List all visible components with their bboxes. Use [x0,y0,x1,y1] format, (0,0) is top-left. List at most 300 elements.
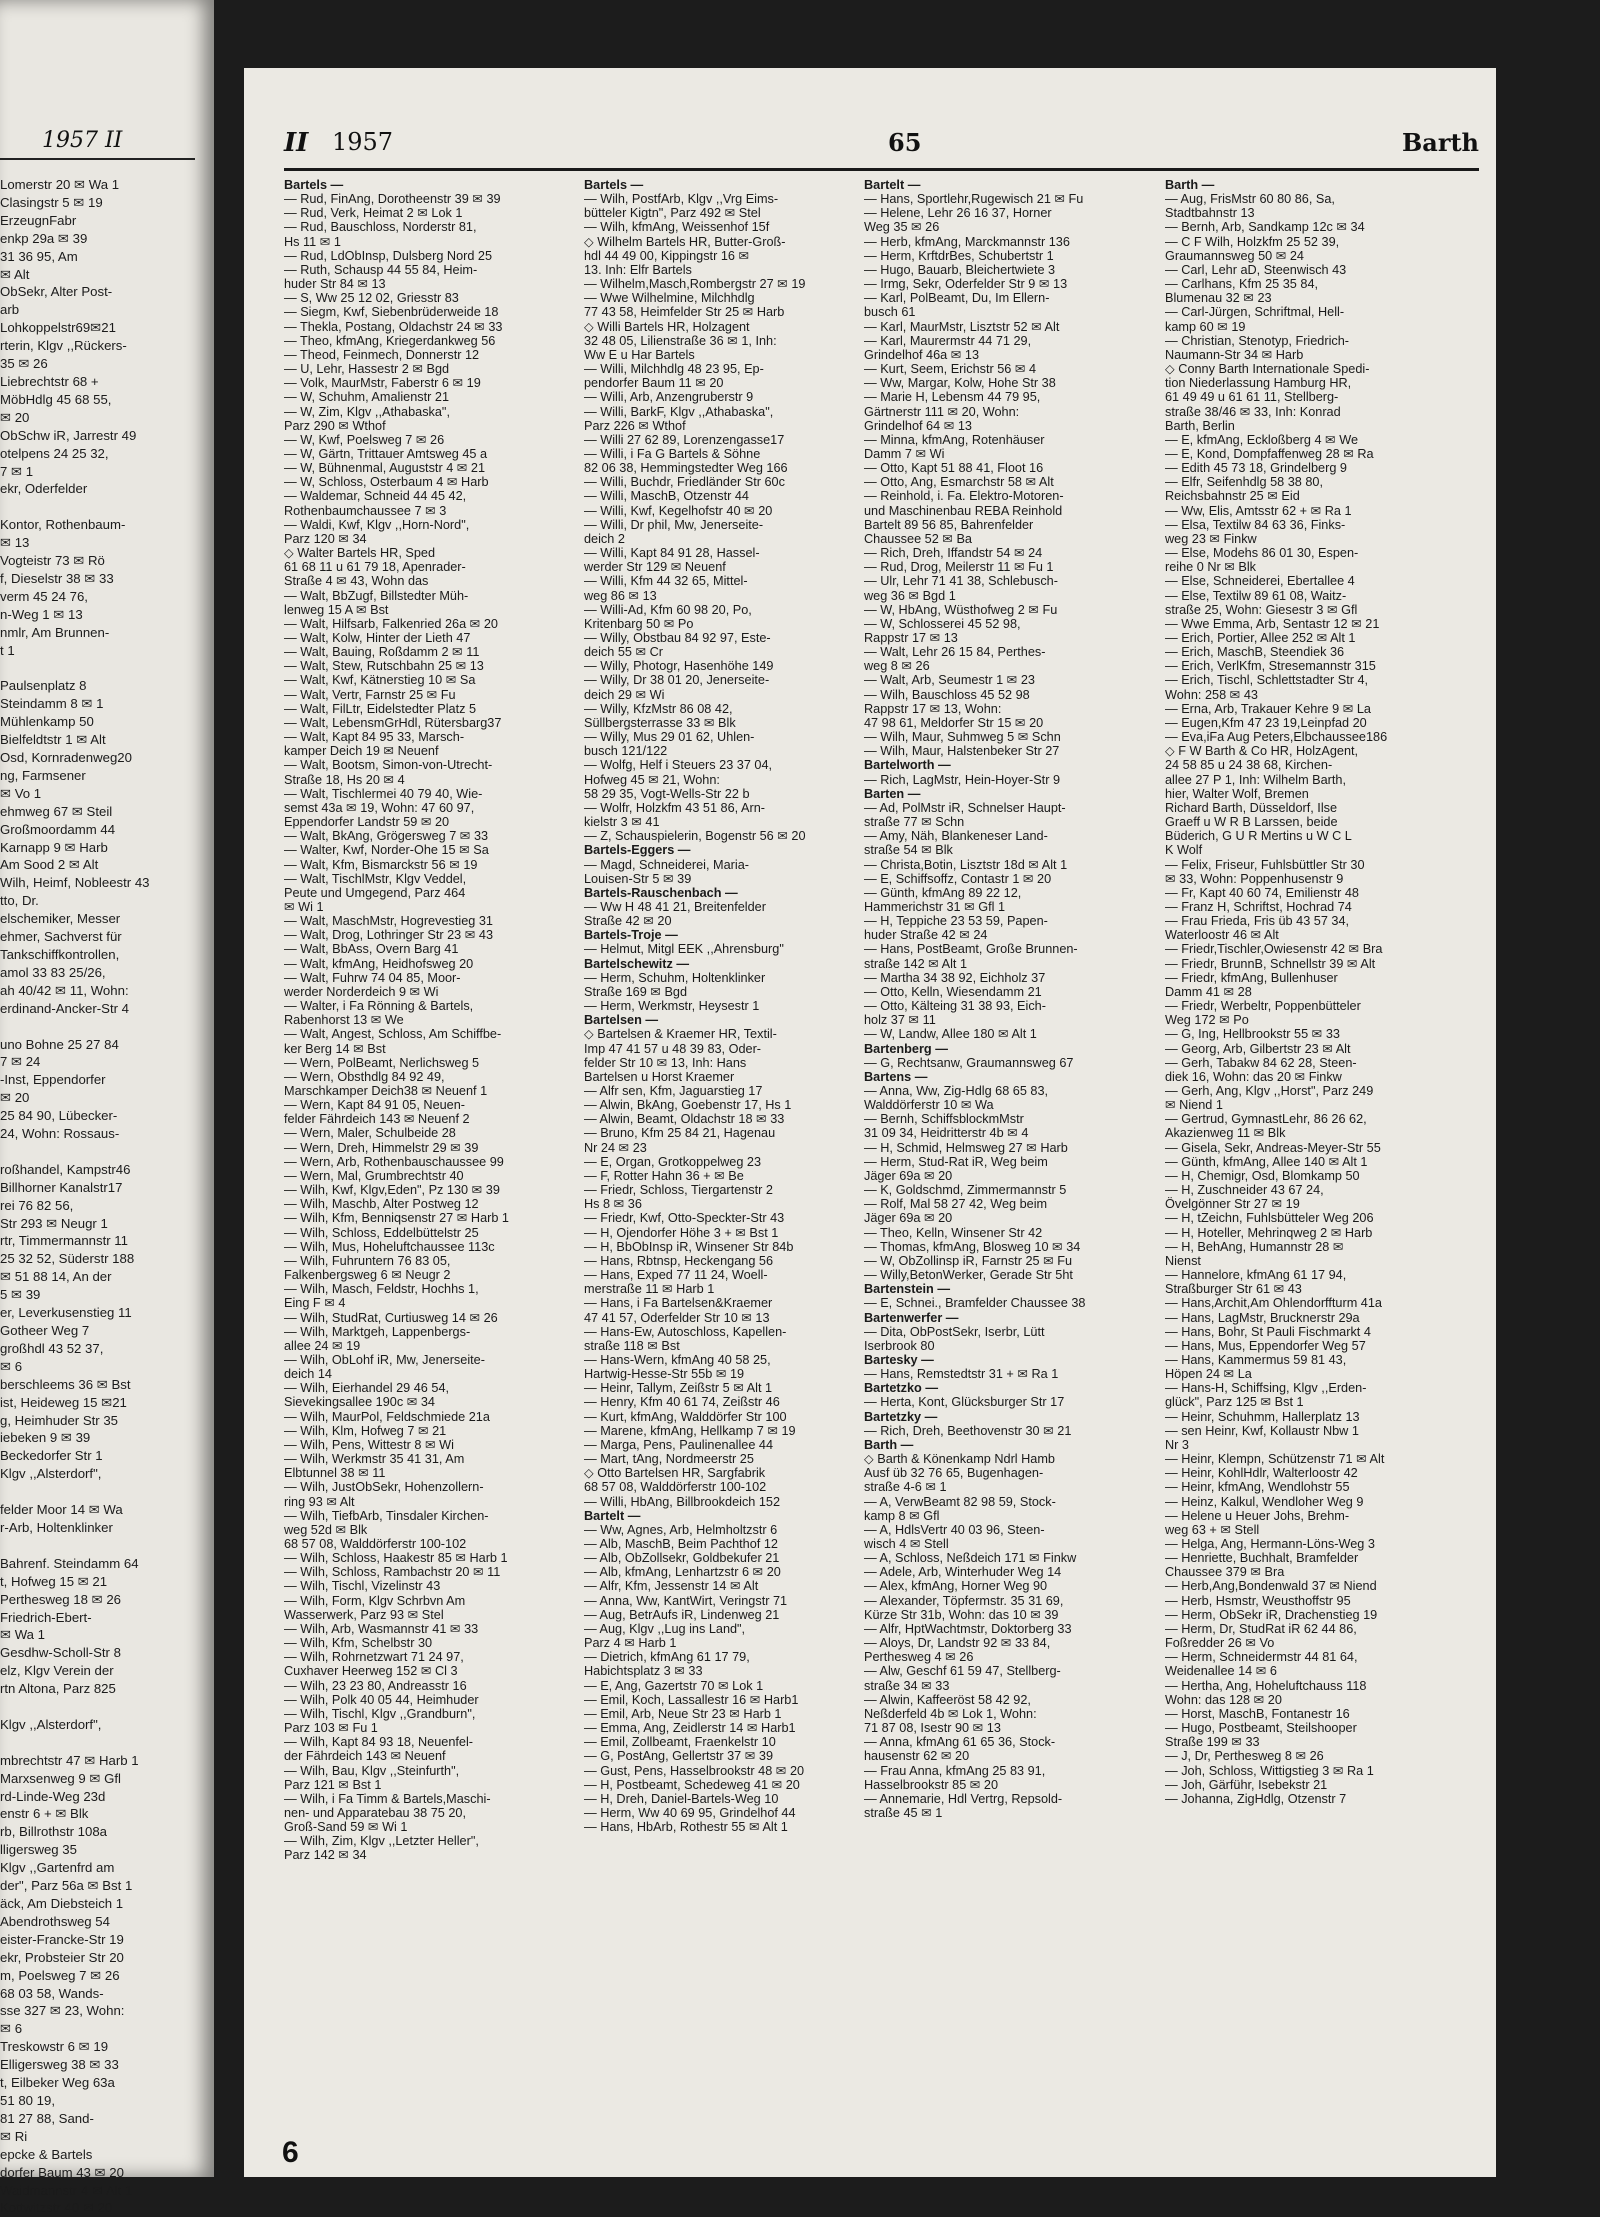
directory-entry-line: — Heinr, kfmAng, Wendlohstr 55 [1165,1480,1350,1495]
directory-entry-line: Wasserwerk, Parz 93 ✉ Stel [284,1607,444,1622]
directory-entry-line: — Willi, Dr phil, Mw, Jenerseite- [584,517,764,532]
directory-entry-line: Weg 172 ✉ Po [1165,1013,1249,1028]
directory-entry-line: Richard Barth, Düsseldorf, Ilse [1165,800,1338,815]
directory-entry-line: Straße 4 ✉ 43, Wohn das [284,574,429,589]
left-line: Karnapp 9 ✉ Harb [0,839,108,855]
directory-entry-line: felder Str 10 ✉ 13, Inh: Hans [584,1055,747,1070]
directory-entry-line: — A, Schloss, Neßdeich 171 ✉ Finkw [864,1551,1077,1566]
directory-entry-line: Weidenallee 14 ✉ 6 [1165,1664,1277,1679]
directory-entry-line: straße 118 ✉ Bst [584,1338,680,1353]
directory-entry-line: — Hans, Rbtnsp, Heckengang 56 [584,1253,774,1268]
directory-entry-line: Perthesweg 4 ✉ 26 [864,1650,974,1665]
left-line: m, Poelsweg 7 ✉ 26 [0,1967,120,1983]
left-line: er, Leverkusenstieg 11 [0,1305,132,1321]
surname-heading: Bartesky — [864,1352,934,1367]
directory-entry-line: Kritenbarg 50 ✉ Po [584,616,694,631]
left-line: 68 03 58, Wands- [0,1985,104,2001]
surname-heading: Bartels-Rauschenbach — [584,885,738,900]
directory-entry-line: — Walt, MaschMstr, Hogrevestieg 31 [284,914,493,929]
directory-entry-line: — J, Dr, Perthesweg 8 ✉ 26 [1165,1749,1324,1764]
left-line: roßhandel, Kampstr46 [0,1161,131,1177]
left-line: ✉ Alt [0,266,30,282]
directory-entry-line: — Walt, Arb, Seumestr 1 ✉ 23 [864,673,1035,688]
directory-entry-line: — Emil, Koch, Lassallestr 16 ✉ Harb1 [584,1692,799,1707]
directory-entry-line: — Bernh, SchiffsblockmMstr [864,1112,1024,1127]
directory-entry-line: — Willi, Buchdr, Friedländer Str 60c [584,475,785,490]
directory-entry-line: — Wilh, MaurPol, Feldschmiede 21a [284,1409,490,1424]
surname-heading: Bartelsen — [584,1013,659,1028]
directory-entry-line: ✉ 33, Wohn: Poppenhusenstr 9 [1165,871,1344,886]
directory-entry-line: — Walt, kfmAng, Heidhofsweg 20 [284,956,474,971]
header-rule [284,168,1479,171]
directory-entry-line: — Willy,BetonWerker, Gerade Str 5ht [864,1268,1073,1283]
directory-entry-line: — Hugo, Bauarb, Bleichertwiete 3 [864,262,1056,277]
directory-entry-line: — Dietrich, kfmAng 61 17 79, [584,1650,750,1665]
directory-entry-line: straße 45 ✉ 1 [864,1805,943,1820]
left-line: Großmoordamm 44 [0,821,116,837]
left-line [0,1734,200,1752]
directory-entry-line: — Walt, Bauing, Roßdamm 2 ✉ 11 [284,645,480,660]
left-line: otelpens 24 25 32, [0,445,109,461]
directory-entry-line: busch 61 [864,305,916,320]
directory-entry-line: Hammerichstr 31 ✉ Gfl 1 [864,899,1006,914]
directory-entry-line: — Alfr, HptWachtmstr, Doktorberg 33 [864,1621,1072,1636]
left-line: ErzeugnFabr [0,212,77,228]
directory-entry-line: Walddörferstr 10 ✉ Wa [864,1098,994,1113]
directory-entry-line: — Walt, Stew, Rutschbahn 25 ✉ 13 [284,659,484,674]
left-line: t 1 [0,642,15,658]
directory-entry-line: und Maschinenbau REBA Reinhold [864,503,1063,518]
directory-entry-line: — Wern, Obsthdlg 84 92 49, [284,1069,445,1084]
directory-entry-line: Hofweg 45 ✉ 21, Wohn: [584,772,720,787]
directory-entry-line: Damm 41 ✉ 28 [1165,984,1252,999]
directory-entry-line: — Eugen,Kfm 47 23 19,Leinpfad 20 [1165,715,1367,730]
directory-entry-line: — Wilh, kfmAng, Weissenhof 15f [584,220,770,235]
directory-entry-line: — Wilh, Arb, Wasmannstr 41 ✉ 33 [284,1621,479,1636]
directory-entry-line: weg 8 ✉ 26 [864,659,930,674]
directory-entry-line: — Ww H 48 41 21, Breitenfelder [584,899,766,914]
directory-entry-line: Chaussee 379 ✉ Bra [1165,1565,1285,1580]
directory-entry-line: — Alwin, Beamt, Oldachstr 18 ✉ 33 [584,1112,785,1127]
left-line: f, Dieselstr 38 ✉ 33 [0,570,114,586]
left-line: 25 32 52, Süderstr 188 [0,1251,135,1267]
directory-entry-line: — Gertrud, GymnastLehr, 86 26 62, [1165,1112,1367,1127]
left-line: elz, Klgv Verein der [0,1663,114,1679]
left-line: sse 327 ✉ 23, Wohn: [0,2003,125,2019]
directory-entry-line: — H, Teppiche 23 53 59, Papen- [864,914,1048,929]
left-line: 51 80 19, [0,2092,55,2108]
directory-entry-line: — Otto, Kapt 51 88 41, Floot 16 [864,461,1044,476]
directory-entry-line: 68 57 08, Walddörferstr 100-102 [284,1537,467,1551]
left-line: der", Parz 56a ✉ Bst 1 [0,1878,133,1894]
directory-entry-line: — Walt, TischlMstr, Klgv Veddel, [284,871,467,886]
directory-entry-line: — Hans, Bohr, St Pauli Fischmarkt 4 [1165,1324,1371,1339]
directory-entry-line: — H, tZeichn, Fuhlsbütteler Weg 206 [1165,1211,1374,1226]
directory-entry-line: — Willy, Obstbau 84 92 97, Este- [584,631,771,645]
surname-heading: Bartels — [584,178,644,192]
directory-entry-line: Rabenhorst 13 ✉ We [284,1013,404,1028]
directory-entry-line: — Walt, Angest, Schloss, Am Schiffbe- [284,1027,502,1042]
directory-entry-line: — Wilhelm,Masch,Rombergstr 27 ✉ 19 [584,277,806,292]
left-line: 5 ✉ 39 [0,1287,41,1303]
directory-entry-line: Neßderfeld 4b ✉ Lok 1, Wohn: [864,1706,1037,1721]
directory-entry-line: Nr 24 ✉ 23 [584,1140,647,1155]
directory-entry-line: — Heinz, Kalkul, Wendloher Weg 9 [1165,1494,1364,1509]
directory-entry-line: — Karl, MaurMstr, Lisztstr 52 ✉ Alt [864,319,1060,334]
directory-entry-line: — Ulr, Lehr 71 41 38, Schlebusch- [864,574,1058,589]
directory-entry-line: Bartelt 89 56 85, Bahrenfelder [864,517,1034,532]
directory-entry-line: — Else, Textilw 89 61 08, Waitz- [1165,588,1347,603]
directory-entry-line: — S, Ww 25 12 02, Griesstr 83 [284,291,459,306]
directory-entry-line: weg 63 + ✉ Stell [1165,1522,1260,1537]
directory-entry-line: — Dita, ObPostSekr, Iserbr, Lütt [864,1324,1045,1339]
directory-entry-line: — Rud, LdObInsp, Dulsberg Nord 25 [284,248,493,263]
left-line: t, Hofweg 15 ✉ 21 [0,1573,108,1589]
directory-entry-line: — Gisela, Sekr, Andreas-Meyer-Str 55 [1165,1140,1381,1155]
directory-entry-line: Rappstr 17 ✉ 13, Wohn: [864,701,1002,716]
directory-entry-line: — Friedr, Schloss, Tiergartenstr 2 [584,1183,773,1198]
directory-entry-line: — Wilh, Mus, Hoheluftchaussee 113c [284,1239,495,1254]
directory-entry-line: — Walt, Vertr, Farnstr 25 ✉ Fu [284,687,456,702]
directory-entry-line: — Walt, BkAng, Grögersweg 7 ✉ 33 [284,829,489,844]
directory-entry-line: pendorfer Baum 11 ✉ 20 [584,376,724,391]
directory-entry-line: — Franz H, Schriftst, Hochrad 74 [1165,899,1352,914]
directory-entry-line: Graumannsweg 50 ✉ 24 [1165,248,1304,263]
directory-entry-line: Eing F ✉ 4 [284,1296,346,1311]
directory-entry-line: straße 77 ✉ Schn [864,815,965,830]
directory-entry-line: — Johanna, ZigHdlg, Otzenstr 7 [1165,1791,1347,1806]
directory-entry-line: Sievekingsallee 190c ✉ 34 [284,1395,435,1410]
directory-entry-line: Peute und Umgegend, Parz 464 [284,885,466,900]
left-line: r-Arb, Holtenklinker [0,1519,113,1535]
directory-entry-line: — Theod, Feinmech, Donnerstr 12 [284,347,480,362]
directory-entry-line: — Aug, Klgv ,,Lug ins Land", [584,1621,746,1636]
directory-entry-line: Nr 3 [1165,1437,1189,1452]
directory-entry-line: — Walt, Kapt 84 95 33, Marsch- [284,730,465,745]
directory-entry-line: — Willy, Photogr, Hasenhöhe 149 [584,659,774,674]
directory-entry-line: — Herm, Stud-Rat iR, Weg beim [864,1154,1048,1169]
directory-entry-line: — Wilh, JustObSekr, Hohenzollern- [284,1480,484,1495]
directory-entry-line: — Wolfr, Holzkfm 43 51 86, Arn- [584,800,765,815]
directory-entry-line: ◇ Conny Barth Internationale Spedi- [1165,362,1370,377]
directory-entry-line: — Mart, tAng, Nordmeerstr 25 [584,1452,754,1467]
directory-entry-line: Barth, Berlin [1165,418,1235,433]
directory-entry-line: — Marie H, Lebensm 44 79 95, [864,390,1041,405]
left-line: felder Moor 14 ✉ Wa [0,1502,123,1518]
directory-entry-line: Ww E u Har Bartels [584,347,695,362]
directory-entry-line: — E, kfmAng, Eckloßberg 4 ✉ We [1165,432,1359,447]
directory-entry-line: — Wilh, Kwf, Klgv,Eden", Pz 130 ✉ 39 [284,1183,500,1198]
directory-entry-line: Marschkamper Deich38 ✉ Neuenf 1 [284,1084,488,1098]
directory-entry-line: — Karl, PolBeamt, Du, Im Ellern- [864,291,1050,306]
directory-entry-line: — Walt, BbAss, Overn Barg 41 [284,942,459,957]
directory-entry-line: — Hugo, Postbeamt, Steilshooper [1165,1721,1357,1736]
directory-entry-line: — Bernh, Arb, Sandkamp 12c ✉ 34 [1165,220,1365,235]
left-line: elschemiker, Messer [0,911,121,927]
left-line: -Inst, Eppendorfer [0,1072,106,1088]
directory-entry-line: — Walt, Kfm, Bismarckstr 56 ✉ 19 [284,857,478,872]
directory-entry-line: Jäger 69a ✉ 20 [864,1168,953,1183]
directory-entry-line: — Walt, Kwf, Kätnerstieg 10 ✉ Sa [284,673,476,688]
directory-entry-line: glück", Parz 125 ✉ Bst 1 [1165,1395,1304,1410]
directory-entry-line: — Erich, Portier, Allee 252 ✉ Alt 1 [1165,631,1356,645]
directory-entry-line: — Wilh, Kapt 84 93 18, Neuenfel- [284,1735,474,1750]
directory-entry-line: Süllbergsterrasse 33 ✉ Blk [584,715,736,730]
directory-entry-line: — Wilh, StudRat, Curtiusweg 14 ✉ 26 [284,1310,498,1325]
directory-entry-line: ◇ Otto Bartelsen HR, Sargfabrik [584,1466,766,1481]
left-line: Friedrich-Ebert- [0,1609,92,1625]
directory-entry-line: — Gust, Pens, Hasselbrookstr 48 ✉ 20 [584,1763,805,1778]
directory-entry-line: Gärtnerstr 111 ✉ 20, Wohn: [864,404,1020,419]
directory-entry-line: — Wilh, Maur, Halstenbeker Str 27 [864,744,1060,759]
directory-entry-line: — Wern, Dreh, Himmelstr 29 ✉ 39 [284,1140,479,1155]
directory-entry-line: — A, VerwBeamt 82 98 59, Stock- [864,1494,1056,1509]
directory-entry-line: — Georg, Arb, Gilbertstr 23 ✉ Alt [1165,1041,1351,1056]
directory-entry-line: — Wilh, Fuhruntern 76 83 05, [284,1253,451,1268]
directory-entry-line: — Wern, Maler, Schulbeide 28 [284,1126,456,1141]
left-line: enkp 29a ✉ 39 [0,230,88,246]
directory-entry-line: — Anna, kfmAng 61 65 36, Stock- [864,1735,1056,1750]
directory-entry-line: Elbtunnel 38 ✉ 11 [284,1466,386,1481]
directory-entry-line: — Willy, Dr 38 01 20, Jenerseite- [584,673,770,688]
directory-entry-line: — Waldemar, Schneid 44 45 42, [284,489,467,504]
directory-entry-line: — Eva,iFa Aug Peters,Elbchaussee186 [1165,730,1388,745]
directory-entry-line: — Alb, ObZollsekr, Goldbekufer 21 [584,1551,780,1566]
directory-entry-line: 82 06 38, Hemmingstedter Weg 166 [584,461,788,476]
left-line: lligersweg 35 [0,1842,77,1858]
directory-entry-line: — Wilh, Schloss, Haakestr 85 ✉ Harb 1 [284,1551,508,1566]
directory-entry-line: — Fr, Kapt 40 60 74, Emilienstr 48 [1165,885,1359,900]
directory-entry-line: Eppendorfer Landstr 59 ✉ 20 [284,815,450,830]
directory-entry-line: — Herm, Schuhm, Holtenklinker [584,970,766,985]
running-head: Barth [1401,128,1479,157]
directory-entry-line: Parz 103 ✉ Fu 1 [284,1721,378,1736]
directory-entry-line: — Minna, kfmAng, Rotenhäuser [864,432,1045,447]
directory-entry-line: — Hannelore, kfmAng 61 17 94, [1165,1268,1347,1283]
directory-entry-line: — Wilh, Eierhandel 29 46 54, [284,1381,450,1396]
left-line: 31 36 95, Am [0,248,78,264]
directory-entry-line: — Hans, LagMstr, Brucknerstr 29a [1165,1310,1360,1325]
left-line: ng, Farmsener [0,767,86,783]
left-line: ekr, Oderfelder [0,481,88,497]
directory-entry-line: 47 41 57, Oderfelder Str 10 ✉ 13 [584,1310,770,1325]
directory-entry-line: — Erich, Tischl, Schlettstadter Str 4, [1165,673,1369,688]
directory-entry-line: — Heinr, Tallym, Zeißstr 5 ✉ Alt 1 [584,1381,773,1396]
left-line: ✉ 6 [0,1358,23,1374]
directory-entry-line: — H, Hoteller, Mehrinqweg 2 ✉ Harb [1165,1225,1373,1240]
surname-heading: Bartenberg — [864,1041,948,1056]
directory-entry-line: Hartwig-Hesse-Str 55b ✉ 19 [584,1367,745,1382]
directory-entry-line: Graeff u W R B Larssen, beide [1165,815,1338,830]
directory-entry-line: — Thomas, kfmAng, Blosweg 10 ✉ 34 [864,1239,1081,1254]
left-line [0,1018,200,1036]
left-line: Lomerstr 20 ✉ Wa 1 [0,177,120,192]
surname-heading: Bartetzky — [864,1409,938,1424]
left-line: Kottwitzstr 40 ✉ 20 [0,2200,113,2216]
directory-entry-line: Hasselbrookstr 85 ✉ 20 [864,1777,999,1792]
directory-entry-line: — Rich, Dreh, Iffandstr 54 ✉ 24 [864,546,1043,561]
directory-entry-line: — Herm, Dr, StudRat iR 62 44 86, [1165,1621,1357,1636]
directory-entry-line: Akazienweg 11 ✉ Blk [1165,1126,1286,1141]
left-line: großhdl 43 52 37, [0,1340,104,1356]
directory-entry-line: — Wilh, Pens, Wittestr 8 ✉ Wi [284,1437,454,1452]
surname-heading: Barth — [864,1437,914,1452]
column-2 [584,178,862,1834]
left-line: ist, Heideweg 15 ✉21 [0,1394,127,1410]
directory-entry-line: — E, Schnei., Bramfelder Chaussee 38 [864,1296,1086,1311]
left-line: arb [0,302,20,318]
directory-entry-line: — Friedr,Tischler,Owiesenstr 42 ✉ Bra [1165,942,1383,957]
directory-entry-line: — Rich, Dreh, Beethovenstr 30 ✉ 21 [864,1423,1072,1438]
directory-entry-line: — Wilh, Marktgeh, Lappenbergs- [284,1324,471,1339]
directory-entry-line: K Wolf [1165,843,1203,858]
directory-entry-line: — Willi, Kapt 84 91 28, Hassel- [584,546,760,561]
directory-entry-line: — Ad, PolMstr iR, Schnelser Haupt- [864,800,1066,815]
directory-entry-line: — Hans,Archit,Am Ohlendorffturm 41a [1165,1296,1382,1311]
directory-entry-line: Bartelsen u Horst Kraemer [584,1069,735,1084]
left-line: Osd, Kornradenweg20 [0,750,132,765]
directory-entry-line: — Alfr sen, Kfm, Jaguarstieg 17 [584,1084,763,1098]
directory-entry-line: Groß-Sand 59 ✉ Wi 1 [284,1820,408,1835]
directory-entry-line: — Otto, Kelln, Wiesendamm 21 [864,984,1042,999]
directory-entry-line: — Heinr, KohlHdlr, Walterloostr 42 [1165,1466,1358,1481]
surname-heading: Bartetzko — [864,1381,939,1396]
directory-entry-line: wisch 4 ✉ Stell [864,1537,949,1551]
directory-entry-line: — Frau Anna, kfmAng 25 83 91, [864,1763,1046,1778]
directory-entry-line: — H, Zuschneider 43 67 24, [1165,1183,1324,1198]
directory-entry-line: — Ww, Elis, Amtsstr 62 + ✉ Ra 1 [1165,503,1352,518]
directory-entry-line: — F, Rotter Hahn 36 + ✉ Be [584,1168,744,1183]
left-line: n-Weg 1 ✉ 13 [0,606,83,622]
left-line: mbrechtstr 47 ✉ Harb 1 [0,1752,139,1768]
left-line: Bahrenf. Steindamm 64 [0,1555,139,1571]
directory-entry-line: huder Str 84 ✉ 13 [284,277,386,292]
directory-entry-line: bütteler Kigtn", Parz 492 ✉ Stel [584,206,761,221]
directory-entry-line: — Ww, Margar, Kolw, Hohe Str 38 [864,376,1056,391]
directory-entry-line: — Henry, Kfm 40 61 74, Zeißstr 46 [584,1395,780,1410]
left-line: Abendrothsweg 54 [0,1913,110,1929]
left-line: Gotheer Weg 7 [0,1323,90,1338]
left-line: rterin, Klgv ,,Rückers- [0,338,127,354]
directory-entry-line: — Wwe Wilhelmine, Milchhdlg [584,291,755,306]
directory-entry-line: — Ruth, Schausp 44 55 84, Heim- [284,262,478,277]
directory-entry-line: — Waldi, Kwf, Klgv ,,Horn-Nord", [284,517,470,532]
directory-entry-line: — Wilh, Maur, Suhmweg 5 ✉ Schn [864,730,1061,745]
directory-entry-line: — Karl, Maurermstr 44 71 29, [864,333,1032,348]
directory-entry-line: Straße 42 ✉ 20 [584,914,672,929]
directory-entry-line: — Emma, Ang, Zeidlerstr 14 ✉ Harb1 [584,1721,796,1736]
directory-entry-line: — Willy, KfzMstr 86 08 42, [584,701,733,716]
directory-entry-line: — H, Postbeamt, Schedeweg 41 ✉ 20 [584,1777,800,1792]
directory-entry-line: ◇ F W Barth & Co HR, HolzAgent, [1165,744,1359,759]
directory-entry-line: — G, Rechtsanw, Graumannsweg 67 [864,1055,1074,1070]
directory-entry-line: — Willi, Kfm 44 32 65, Mittel- [584,574,748,589]
directory-entry-line: — Rud, Drog, Meilerstr 11 ✉ Fu 1 [864,560,1054,575]
directory-entry-line: 61 49 49 u 61 61 11, Stellberg- [1165,390,1339,405]
directory-entry-line: — Walt, Tischlermei 40 79 40, Wie- [284,786,483,801]
directory-entry-line: — Wern, Kapt 84 91 05, Neuen- [284,1098,466,1113]
directory-entry-line: — Wilh, i Fa Timm & Bartels,Maschi- [284,1791,491,1806]
left-line: verm 45 24 76, [0,588,88,604]
directory-entry-line: — Walt, Kolw, Hinter der Lieth 47 [284,631,471,645]
directory-entry-line: merstraße 11 ✉ Harb 1 [584,1282,715,1297]
directory-entry-line: hier, Walter Wolf, Bremen [1165,786,1309,801]
directory-entry-line: — Otto, Ang, Esmarchstr 58 ✉ Alt [864,475,1054,490]
surname-heading: Barten — [864,786,921,801]
directory-entry-line: — W, Zim, Klgv ,,Athabaska", [284,404,450,419]
directory-entry-line: — Gerh, Ang, Klgv ,,Horst", Parz 249 [1165,1084,1374,1098]
directory-entry-line: Stadtbahnstr 13 [1165,206,1255,221]
directory-entry-line: — Heinr, Schuhmm, Hallerplatz 13 [1165,1409,1360,1424]
directory-entry-line: Övelgönner Str 27 ✉ 19 [1165,1197,1300,1212]
directory-entry-line: straße 25, Wohn: Giesestr 3 ✉ Gfl [1165,602,1358,617]
directory-entry-line: — G, Ing, Hellbrookstr 55 ✉ 33 [1165,1027,1340,1042]
directory-entry-line: — Otto, Kälteing 31 38 93, Eich- [864,999,1046,1014]
directory-entry-line: Straße 199 ✉ 33 [1165,1735,1260,1750]
left-line: 7 ✉ 24 [0,1054,41,1070]
directory-entry-line: — Willi, Arb, Anzengruberstr 9 [584,390,754,405]
directory-entry-line: — Wern, Mal, Grumbrechtstr 40 [284,1168,464,1183]
left-line [0,659,200,677]
directory-entry-line: — W, Kwf, Poelsweg 7 ✉ 26 [284,432,445,447]
left-line: Klgv ,,Alsterdorf", [0,1466,102,1482]
left-line: iebeken 9 ✉ 39 [0,1430,91,1446]
directory-entry-line: — Willi, HbAng, Billbrookdeich 152 [584,1494,781,1509]
directory-entry-line: — Walt, Lehr 26 15 84, Perthes- [864,645,1046,660]
directory-entry-line: semst 43a ✉ 19, Wohn: 47 60 97, [284,800,475,815]
directory-entry-line: Parz 290 ✉ Wthof [284,418,386,433]
directory-entry-line: 58 29 35, Vogt-Wells-Str 22 b [584,786,750,801]
directory-entry-line: busch 121/122 [584,744,668,759]
left-line: Elligersweg 38 ✉ 33 [0,2057,119,2073]
left-line: Lohkoppelstr69✉21 [0,320,116,336]
directory-entry-line: — Willi, i Fa G Bartels & Söhne [584,446,761,461]
column-1 [284,178,562,1863]
directory-entry-line: — Wilh, ObLohf iR, Mw, Jenerseite- [284,1352,485,1367]
directory-entry-line: — Alb, MaschB, Beim Pachthof 12 [584,1537,778,1551]
directory-entry-line: holz 37 ✉ 11 [864,1013,936,1028]
page-header [284,128,1479,168]
directory-entry-line: — H, Schmid, Helmsweg 27 ✉ Harb [864,1140,1068,1155]
directory-entry-line: — Anna, Ww, Zig-Hdlg 68 65 83, [864,1084,1049,1098]
left-line: rtr, Timmermannstr 11 [0,1233,128,1249]
directory-entry-line: — Alwin, Kaffeeröst 58 42 92, [864,1692,1031,1707]
left-line: ObSekr, Alter Post- [0,284,113,300]
directory-entry-line: — Amy, Näh, Blankeneser Land- [864,829,1048,844]
previous-page [0,0,214,2216]
left-line: 7 ✉ 1 [0,463,34,479]
directory-entry-line: — Magd, Schneiderei, Maria- [584,857,750,872]
left-line: nmlr, Am Brunnen- [0,624,110,640]
directory-entry-line: — Anna, Ww, KantWirt, Veringstr 71 [584,1593,788,1608]
left-line: Bielfeldtstr 1 ✉ Alt [0,732,106,748]
directory-entry-line: — Wilh, Schloss, Eddelbüttelstr 25 [284,1225,479,1240]
left-line: Steindamm 8 ✉ 1 [0,696,104,712]
directory-entry-line: — Theo, Kelln, Winsener Str 42 [864,1225,1043,1240]
directory-entry-line: — Willi, Kwf, Kegelhofstr 40 ✉ 20 [584,503,773,518]
directory-entry-line: — Rich, LagMstr, Hein-Hoyer-Str 9 [864,772,1061,787]
left-line [0,1483,200,1501]
column-3 [864,178,1142,1820]
directory-entry-line: Parz 121 ✉ Bst 1 [284,1777,382,1792]
directory-entry-line: — Günth, kfmAng, Allee 140 ✉ Alt 1 [1165,1154,1368,1169]
directory-entry-line: — Irmg, Sekr, Oderfelder Str 9 ✉ 13 [864,277,1068,292]
directory-entry-line: Höpen 24 ✉ La [1165,1367,1252,1382]
left-page-header: 1957 II [42,128,123,153]
directory-entry-line: — Helene u Heuer Johs, Brehm- [1165,1508,1350,1523]
directory-entry-line: ✉ Niend 1 [1165,1098,1223,1113]
directory-entry-line: Nienst [1165,1253,1201,1268]
